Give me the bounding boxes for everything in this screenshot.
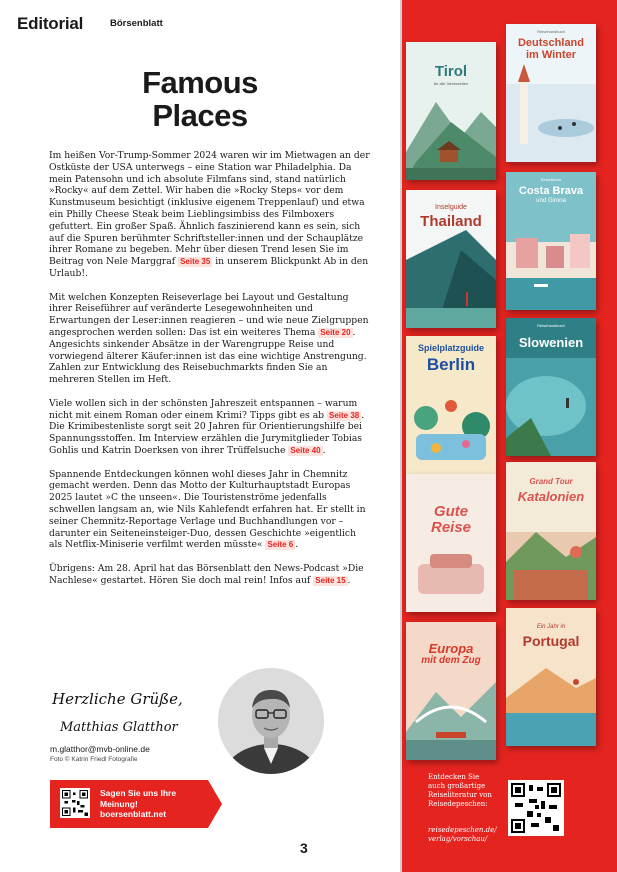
book-top-label: Reisehandbuch	[537, 29, 565, 34]
paragraph-text: .	[295, 539, 299, 551]
paragraph-text: Im heißen Vor-Trump-Sommer 2024 waren wir im Mietwagen an der Ostküste der USA unterwegs – eine Station war Philadelphia. Da mein Patensohn und ich absolute Filmfans sind, stand natürlich »Rocky« auf dem Zettel. Wir haben die »Rocky Steps« vor dem Kunstmuseum besichtigt (inklusive eigenem Treppenlauf) und etwa ein Philly Cheese Steak beim Lieblingsimbiss des Filmboxers gefuttert. Ein großer Spaß. Ähnlich faszinierend kann es sein, sich auf die Spuren berühmter Schriftsteller:innen und der Schauplätze ihrer Romane zu begeben. Mehr über diesen Trend lesen Sie im Beitrag von Nele Marggraf	[49, 150, 370, 268]
banner-arrow-shape	[208, 780, 222, 828]
book-title	[506, 38, 596, 61]
book-title-line: Reise	[430, 518, 472, 536]
promo-link-line[interactable]: reisedepeschen.de/	[428, 826, 497, 834]
book-cover-deutschland-winter[interactable]	[506, 24, 596, 162]
book-cover-katalonien[interactable]	[506, 462, 596, 600]
banner-line-2: Meinung!	[100, 798, 138, 809]
handwritten-signature	[50, 684, 210, 744]
signature-line-2: Matthias Glatthor	[60, 720, 178, 735]
feedback-banner[interactable]	[50, 780, 208, 828]
book-top-label: Grand Tour	[529, 477, 573, 486]
signature-line-1: Herzliche Grüße,	[52, 690, 183, 708]
page-reference-link[interactable]: Seite 20	[320, 327, 351, 337]
book-title-line: Deutschland	[517, 37, 584, 49]
page-reference-link[interactable]: Seite 15	[315, 575, 346, 585]
paragraph-text: . Angesichts sinkender Absätze in der Warengruppe Reise und vorwiegend älterer Käufer:innen ist das eine wichtige Anstrengung. Zahlen zur Entwicklung des Reisebuchmarkts finden Sie an mehreren Stellen im Heft.	[49, 326, 367, 386]
title-line-1: Famous	[142, 65, 258, 100]
page-header	[0, 10, 400, 36]
book-title-line: und Girona	[536, 197, 566, 204]
paragraph-text: .	[347, 574, 351, 586]
book-title	[406, 504, 496, 536]
paragraph-text: in unserem Blickpunkt Ab in den Urlaub!.	[49, 256, 369, 279]
author-email[interactable]: m.glatthor@mvb-online.de	[50, 744, 150, 754]
promo-line: auch großartige	[428, 782, 486, 790]
promo-link-line[interactable]: verlag/vorschau/	[428, 835, 488, 843]
book-showcase	[402, 0, 617, 872]
promo-line: Reisedepeschen:	[428, 800, 488, 808]
promo-link[interactable]	[428, 826, 508, 844]
section-label: Editorial	[17, 14, 84, 33]
brand-label: Börsenblatt	[110, 18, 163, 29]
paragraph-text: Spannende Entdeckungen können wohl dieses Jahr in Chemnitz gemacht werden. Denn das Motto der Kulturhauptstadt Europas 2025 lautet »C the unseen«. Die Touristenströme jedenfalls schwellen langsam an, wie Nils Kahlefendt erfahren hat. Er stellt in seiner Chemnitz-Reportage Verlage und Buchhandlungen vor – darunter ein Seiteneinsteiger-Duo, dessen Geschichte »eigentlich als Netflix-Miniserie verfilmt werden müsste«	[49, 468, 366, 551]
book-title: Katalonien	[517, 489, 585, 504]
book-top-label: Reisehandbuch	[537, 323, 565, 328]
book-title-line: mit dem Zug	[421, 654, 481, 666]
paragraph-2	[49, 292, 371, 386]
book-cover-europa-zug[interactable]	[406, 622, 496, 760]
book-cover-gute-reise[interactable]	[406, 474, 496, 612]
paragraph-3	[49, 398, 371, 457]
photo-credit: Foto © Katrin Friedl Fotografie	[50, 756, 138, 763]
page-number: 3	[300, 840, 308, 856]
book-title: Thailand	[420, 213, 482, 230]
book-cover-portugal[interactable]	[506, 608, 596, 746]
paragraph-1	[49, 150, 371, 280]
paragraph-4	[49, 469, 371, 552]
editorial-body	[49, 150, 371, 598]
paragraph-text: .	[322, 444, 326, 456]
book-cover-tirol[interactable]	[406, 42, 496, 180]
promo-line: Entdecken Sie	[428, 773, 480, 781]
banner-line-1: Sagen Sie uns Ihre	[100, 788, 177, 798]
qr-code-icon	[60, 788, 90, 818]
book-title: Portugal	[522, 633, 580, 649]
book-title-line: Costa Brava	[518, 185, 584, 197]
book-cover-slowenien[interactable]	[506, 318, 596, 456]
book-title	[506, 186, 596, 204]
book-title-line: Gute	[433, 503, 469, 520]
page-reference-link[interactable]: Seite 35	[180, 257, 211, 267]
book-cover-thailand[interactable]	[406, 190, 496, 328]
paragraph-text: Viele wollen sich in der schönsten Jahreszeit entspannen – warum nicht mit einem Roman oder einem Krimi? Tipps gibt es ab	[49, 397, 358, 421]
book-title-line: im Winter	[525, 48, 576, 61]
book-top-label: Spielplatzguide	[417, 343, 484, 353]
book-top-label: Reiseführer	[540, 177, 562, 182]
book-title-line: Europa	[428, 641, 474, 656]
book-title	[406, 642, 496, 666]
page-reference-link[interactable]: Seite 6	[267, 540, 294, 550]
banner-text	[100, 788, 176, 820]
page-title	[100, 66, 300, 132]
book-cover-berlin[interactable]	[406, 336, 496, 474]
title-line-2: Places	[152, 98, 248, 133]
page-reference-link[interactable]: Seite 40	[290, 445, 321, 455]
paragraph-5	[49, 563, 371, 587]
paragraph-text: Mit welchen Konzepten Reiseverlage bei Layout und Gestaltung ihrer Reiseführer auf veränderte Lesegewohnheiten und Erwartungen der Leser:innen reagieren – und wie neue Zielgruppen angesprochen werden sollen: Das ist ein weiteres Thema	[49, 291, 369, 338]
page-reference-link[interactable]: Seite 38	[328, 410, 360, 420]
author-portrait	[218, 668, 324, 774]
paragraph-text: Übrigens: Am 28. April hat das Börsenblatt den News-Podcast »Die Nachlese« gestartet. Hören Sie doch mal rein! Infos auf	[49, 562, 364, 586]
book-subtitle: für alle Jahreszeiten	[434, 82, 468, 86]
book-title: Berlin	[426, 355, 476, 374]
banner-link[interactable]: boersenblatt.net	[100, 809, 167, 819]
book-top-label: Ein Jahr in	[536, 624, 566, 630]
book-cover-costa-brava[interactable]	[506, 172, 596, 310]
book-title: Slowenien	[518, 335, 584, 350]
promo-text	[428, 773, 500, 809]
book-top-label: Inselguide	[435, 204, 467, 211]
promo-line: Reiseliteratur von	[428, 791, 492, 799]
book-title: Tirol	[434, 63, 468, 80]
qr-code-icon	[508, 780, 564, 836]
paragraph-text: . Die Krimibestenliste sorgt seit 20 Jahren für Orientierungshilfe bei Spannungsstoffen. Im Interview erzählen die Jurymitglieder Tobias Gohlis und Katrin Doerksen von ihrer Trüffelsuche	[49, 409, 365, 456]
